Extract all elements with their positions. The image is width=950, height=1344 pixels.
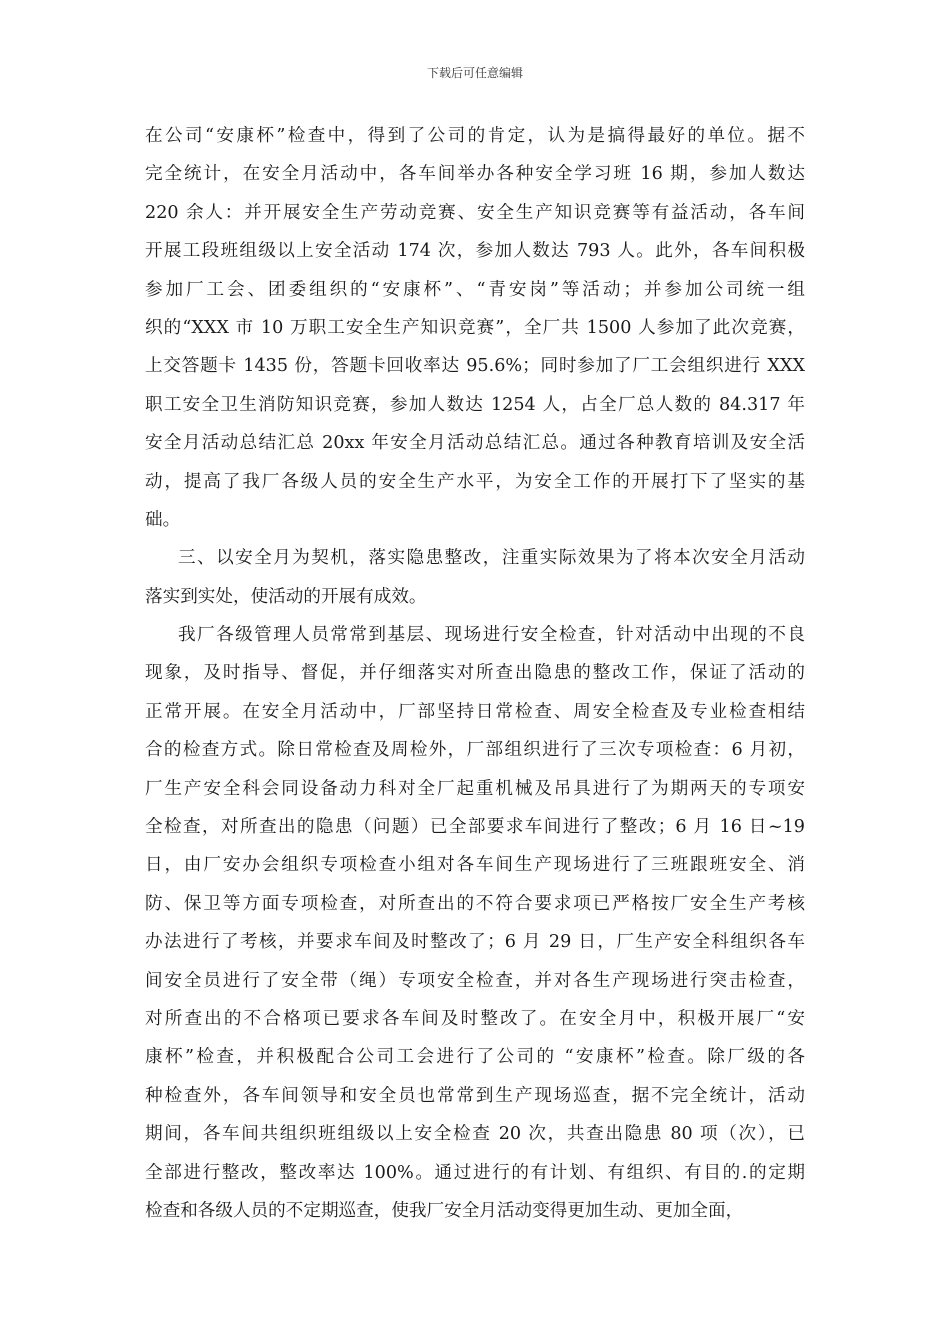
text-line: 防、保卫等方面专项检查，对所查出的不符合要求项已严格按厂安全生产考核: [145, 893, 805, 914]
document-body: [145, 117, 805, 1230]
text-line: 种检查外，各车间领导和安全员也常常到生产现场巡查，据不完全统计，活动: [145, 1085, 805, 1106]
text-line: 三、以安全月为契机，落实隐患整改，注重实际效果为了将本次安全月活动: [178, 548, 805, 569]
page-header: 下载后可任意编辑: [426, 66, 523, 80]
text-line: 厂生产安全科会同设备动力科对全厂起重机械及吊具进行了为期两天的专项安: [145, 778, 805, 799]
paragraph: [145, 539, 805, 616]
text-line: 康杯”检查，并积极配合公司工会进行了公司的 “安康杯”检查。除厂级的各: [145, 1047, 805, 1068]
text-line: 期间，各车间共组织班组级以上安全检查 20 次，共查出隐患 80 项（次），已: [145, 1124, 805, 1145]
text-line: 检查和各级人员的不定期巡查，使我厂安全月活动变得更加生动、更加全面，: [145, 1200, 744, 1221]
text-line: 日，由厂安办会组织专项检查小组对各车间生产现场进行了三班跟班安全、消: [145, 855, 805, 876]
text-line: 动，提高了我厂各级人员的安全生产水平，为安全工作的开展打下了坚实的基: [145, 471, 805, 492]
text-line: 落实到实处，使活动的开展有成效。: [145, 586, 427, 607]
text-line: 全部进行整改，整改率达 100%。通过进行的有计划、有组织、有目的.的定期: [145, 1162, 805, 1183]
text-line: 现象，及时指导、督促，并仔细落实对所查出隐患的整改工作，保证了活动的: [145, 663, 805, 684]
text-line: 办法进行了考核，并要求车间及时整改了；6 月 29 日，厂生产安全科组织各车: [145, 932, 805, 953]
text-line: 础。: [145, 509, 181, 530]
text-line: 全检查，对所查出的隐患（问题）已全部要求车间进行了整改；6 月 16 日~19: [145, 817, 805, 838]
paragraph: [145, 117, 805, 539]
text-line: 间安全员进行了安全带（绳）专项安全检查，并对各生产现场进行突击检查，: [145, 970, 805, 991]
text-line: 对所查出的不合格项已要求各车间及时整改了。在安全月中，积极开展厂“安: [145, 1008, 805, 1029]
text-line: 参加厂工会、团委组织的“安康杯”、“青安岗”等活动；并参加公司统一组: [145, 279, 805, 300]
text-line: 安全月活动总结汇总 20xx 年安全月活动总结汇总。通过各种教育培训及安全活: [145, 433, 805, 454]
text-line: 完全统计，在安全月活动中，各车间举办各种安全学习班 16 期，参加人数达: [145, 164, 805, 185]
text-line: 合的检查方式。除日常检查及周检外，厂部组织进行了三次专项检查：6 月初，: [145, 740, 805, 761]
text-line: 220 余人：并开展安全生产劳动竞赛、安全生产知识竞赛等有益活动，各车间: [145, 202, 805, 223]
text-line: 开展工段班组级以上安全活动 174 次，参加人数达 793 人。此外，各车间积极: [145, 241, 805, 262]
text-line: 我厂各级管理人员常常到基层、现场进行安全检查，针对活动中出现的不良: [178, 625, 805, 646]
text-line: 职工安全卫生消防知识竞赛，参加人数达 1254 人，占全厂总人数的 84.317 年: [145, 394, 805, 415]
text-line: 织的“XXX 市 10 万职工安全生产知识竞赛”，全厂共 1500 人参加了此次竞赛，: [145, 317, 805, 338]
paragraph: [145, 616, 805, 1230]
text-line: 在公司“安康杯”检查中，得到了公司的肯定，认为是搞得最好的单位。据不: [145, 126, 805, 146]
text-line: 正常开展。在安全月活动中，厂部坚持日常检查、周安全检查及专业检查相结: [145, 701, 805, 722]
text-line: 上交答题卡 1435 份，答题卡回收率达 95.6%；同时参加了厂工会组织进行 XXX: [145, 356, 805, 377]
